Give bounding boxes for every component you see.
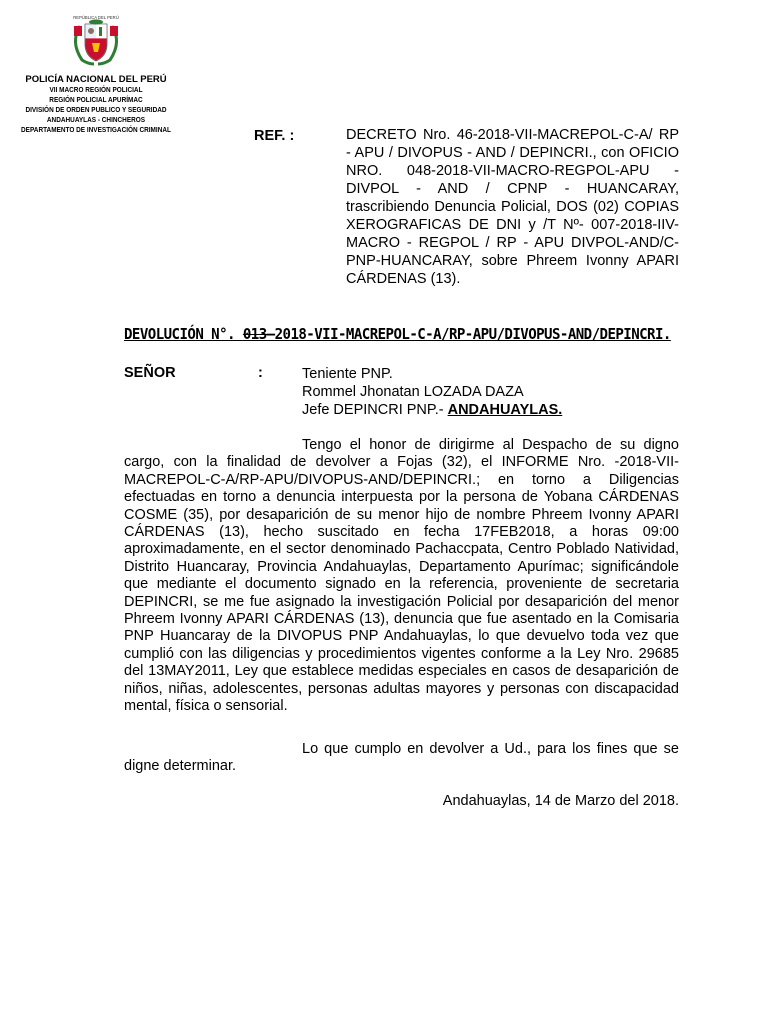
letterhead-line: ANDAHUAYLAS - CHINCHEROS <box>46 117 146 124</box>
letterhead-line: REGIÓN POLICIAL APURÍMAC <box>49 97 143 104</box>
ref-label: REF. : <box>254 128 295 144</box>
letterhead <box>8 12 184 136</box>
recipient-rank: Teniente PNP. <box>302 366 393 382</box>
recipient-position-text: Jefe DEPINCRI PNP.- <box>302 402 448 418</box>
letterhead-line: DEPARTAMENTO DE INVESTIGACIÓN CRIMINAL <box>21 127 171 134</box>
letterhead-institution: POLICÍA NACIONAL DEL PERÚ <box>25 74 167 85</box>
seal-caption: REPÚBLICA DEL PERÚ <box>73 15 119 20</box>
body-paragraph-2: Lo que cumplo en devolver a Ud., para los fines que se digne determinar. <box>124 741 679 775</box>
date-line: Andahuaylas, 14 de Marzo del 2018. <box>442 793 679 809</box>
letterhead-line: VII MACRO REGIÓN POLICIAL <box>49 87 143 94</box>
document-number-title <box>124 325 671 343</box>
title-suffix: 2018-VII-MACREPOL-C-A/RP-APU/DIVOPUS-AND/DEPINCRI. <box>274 325 671 343</box>
recipient-position <box>302 401 562 419</box>
recipient-colon: : <box>258 365 263 381</box>
recipient-label: SEÑOR <box>124 365 176 381</box>
peru-coat-of-arms-icon <box>66 12 126 68</box>
title-prefix: DEVOLUCIÓN N°. <box>124 325 243 343</box>
title-struck-number: 013– <box>242 325 275 343</box>
letterhead-line: DIVISIÓN DE ORDEN PUBLICO Y SEGURIDAD <box>25 107 167 114</box>
recipient-name: Rommel Jhonatan LOZADA DAZA <box>302 384 524 400</box>
body-paragraph-1: Tengo el honor de dirigirme al Despacho de su digno cargo, con la finalidad de devolver a Fojas (32), el INFORME Nro. -2018-VII-MACREPOL-C-A/RP-APU/DIVOPUS-AND/DEPINCRI.; en torno a Diligencias efectuadas en torno a denuncia interpuesta por la persona de Yobana CÁRDENAS COSME (35), por desaparición de su menor hijo de nombre Phreem Ivonny APARI CÁRDENAS (13), hecho suscitado en fecha 17FEB2018, a horas 09:00 aproximadamente, en el sector denominado Pachaccpata, Centro Poblado Natividad, Distrito Huancaray, Provincia Andahuaylas, Departamento Apurímac; significándole que mediante el documento signado en la referencia, proveniente de secretaria DEPINCRI, se me fue asignado la investigación Policial por desaparición del menor Phreem Ivonny APARI CÁRDENAS (13), denuncia que fue asentado en la Comisaria PNP Huancaray de la DIVOPUS PNP Andahuaylas, lo que devuelvo toda vez que cumplió con las diligencias y procedimientos vigentes conforme a la Ley Nro. 29685 del 13MAY2011, Ley que establece medidas especiales en casos de desaparición de niños, niñas, adolescentes, personas adultas mayores y personas con discapacidad mental, física o sensorial. <box>124 437 679 715</box>
recipient-place: ANDAHUAYLAS. <box>447 402 563 418</box>
ref-text: DECRETO Nro. 46-2018-VII-MACREPOL-C-A/ RP - APU / DIVOPUS - AND / DEPINCRI., con OFICIO NRO. 048-2018-VII-MACRO-REGPOL-APU - DIVPOL - AND / CPNP - HUANCARAY, trascribiendo Denuncia Policial, DOS (02) COPIAS XEROGRAFICAS DE DNI y /T Nº- 007-2018-IIV-MACRO - REGPOL / RP - APU DIVPOL-AND/C-PNP-HUANCARAY, sobre Phreem Ivonny APARI CÁRDENAS (13). <box>346 127 679 287</box>
recipient-block <box>302 365 562 419</box>
